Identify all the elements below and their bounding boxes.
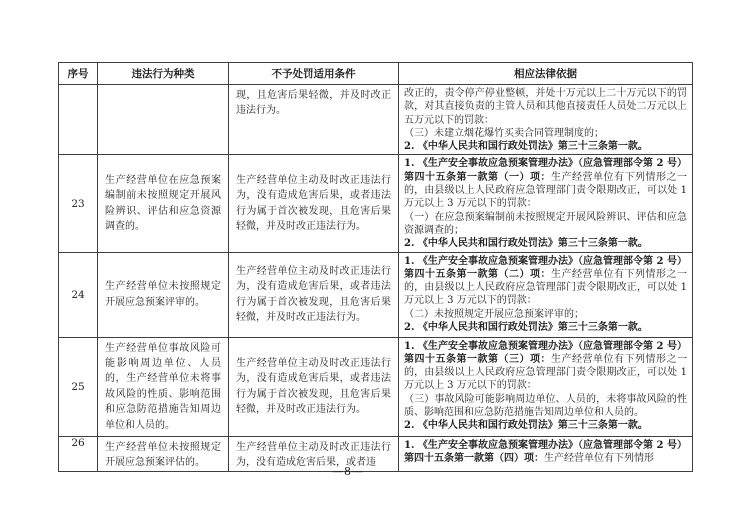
table-row xyxy=(59,437,693,472)
legal-paragraph: 1. 《生产安全事故应急预案管理办法》（应急管理部令第 2 号）第四十五条第一款第（三）项：生产经营单位有下列情形之一的，由县级以上人民政府应急管理部门责令限期改正，可以处 1 万元以上 3 万元以下的罚款： xyxy=(404,340,687,392)
legal-paragraph: （三）未建立烟花爆竹买卖合同管理制度的； xyxy=(404,127,604,139)
cell-non-punishment-condition: 生产经营单位主动及时改正违法行为，没有造成危害后果，或者违法行为属于首次被发现，且危害后果轻微，并及时改正违法行为。 xyxy=(229,337,399,436)
cell-violation-type: 生产经营单位在应急预案编制前未按照规定开展风险辨识、评估和应急资源调查的。 xyxy=(98,155,229,252)
cell-legal-basis xyxy=(399,85,693,155)
table-row xyxy=(59,155,693,252)
cell-non-punishment-condition: 现，且危害后果轻微，并及时改正违法行为。 xyxy=(229,85,399,155)
cell-violation-type: 生产经营单位未按照规定开展应急预案评估的。 xyxy=(98,437,229,472)
header-cell: 不予处罚适用条件 xyxy=(229,63,399,85)
cell-violation-type: 生产经营单位事故风险可能影响周边单位、人员的，生产经营单位未将事故风险的性质、影响范围和应急防范措施告知周边单位和人员的。 xyxy=(98,337,229,436)
cell-serial-number: 26 xyxy=(59,437,98,472)
cell-non-punishment-condition: 生产经营单位主动及时改正违法行为，没有造成危害后果，或者违法行为属于首次被发现，且危害后果轻微，并及时改正违法行为。 xyxy=(229,252,399,337)
legal-paragraph: （三）事故风险可能影响周边单位、人员的，未将事故风险的性质、影响范围和应急防范措施告知周边单位和人员的。 xyxy=(404,393,687,419)
cell-legal-basis xyxy=(399,337,693,436)
legal-paragraph: 2. 《中华人民共和国行政处罚法》第三十三条第一款。 xyxy=(404,141,648,153)
cell-non-punishment-condition: 生产经营单位主动及时改正违法行为，没有造成危害后果，或者违 xyxy=(229,437,399,472)
legal-paragraph: （一）在应急预案编制前未按照规定开展风险辨识、评估和应急资源调查的； xyxy=(404,211,687,236)
legal-paragraph: 改正的，责令停产停业整顿，并处十万元以上二十万元以下的罚款，对其直接负责的主管人员和其他直接责任人员处二万元以上五万元以下的罚款： xyxy=(404,88,687,126)
cell-legal-basis xyxy=(399,252,693,337)
legal-paragraph: 2. 《中华人民共和国行政处罚法》第三十三条第一款。 xyxy=(404,322,648,334)
cell-legal-basis xyxy=(399,437,693,472)
cell-violation-type xyxy=(98,85,229,155)
legal-paragraph: 1. 《生产安全事故应急预案管理办法》（应急管理部令第 2 号）第四十五条第一款第（四）项：生产经营单位有下列情形 xyxy=(404,440,687,465)
header-cell: 序号 xyxy=(59,63,98,85)
legal-paragraph: 2. 《中华人民共和国行政处罚法》第三十三条第一款。 xyxy=(404,238,648,250)
cell-serial-number: 23 xyxy=(59,155,98,252)
header-cell: 相应法律依据 xyxy=(399,63,693,85)
legal-paragraph: 1. 《生产安全事故应急预案管理办法》（应急管理部令第 2 号）第四十五条第一款第（二）项：生产经营单位有下列情形之一的，由县级以上人民政府应急管理部门责令限期改正，可以处 1 万元以上 3 万元以下的罚款： xyxy=(404,255,687,307)
legal-paragraph: 1. 《生产安全事故应急预案管理办法》（应急管理部令第 2 号）第四十五条第一款第（一）项：生产经营单位有下列情形之一的，由县级以上人民政府应急管理部门责令限期改正，可以处 1 万元以上 3 万元以下的罚款： xyxy=(404,158,687,210)
table-header xyxy=(59,63,693,85)
page-number: —8— xyxy=(332,465,364,478)
table-row xyxy=(59,337,693,436)
table-row xyxy=(59,252,693,337)
legal-table xyxy=(58,62,693,472)
cell-violation-type: 生产经营单位未按照规定开展应急预案评审的。 xyxy=(98,252,229,337)
cell-serial-number: 24 xyxy=(59,252,98,337)
cell-non-punishment-condition: 生产经营单位主动及时改正违法行为，没有造成危害后果，或者违法行为属于首次被发现，且危害后果轻微，并及时改正违法行为。 xyxy=(229,155,399,252)
table-body xyxy=(59,85,693,472)
cell-legal-basis xyxy=(399,155,693,252)
legal-paragraph: （二）未按照规定开展应急预案评审的； xyxy=(404,308,584,320)
cell-serial-number: 25 xyxy=(59,337,98,436)
legal-paragraph: 2. 《中华人民共和国行政处罚法》第三十三条第一款。 xyxy=(404,420,648,432)
cell-serial-number xyxy=(59,85,98,155)
header-cell: 违法行为种类 xyxy=(98,63,229,85)
header-row xyxy=(59,63,693,85)
table-row xyxy=(59,85,693,155)
